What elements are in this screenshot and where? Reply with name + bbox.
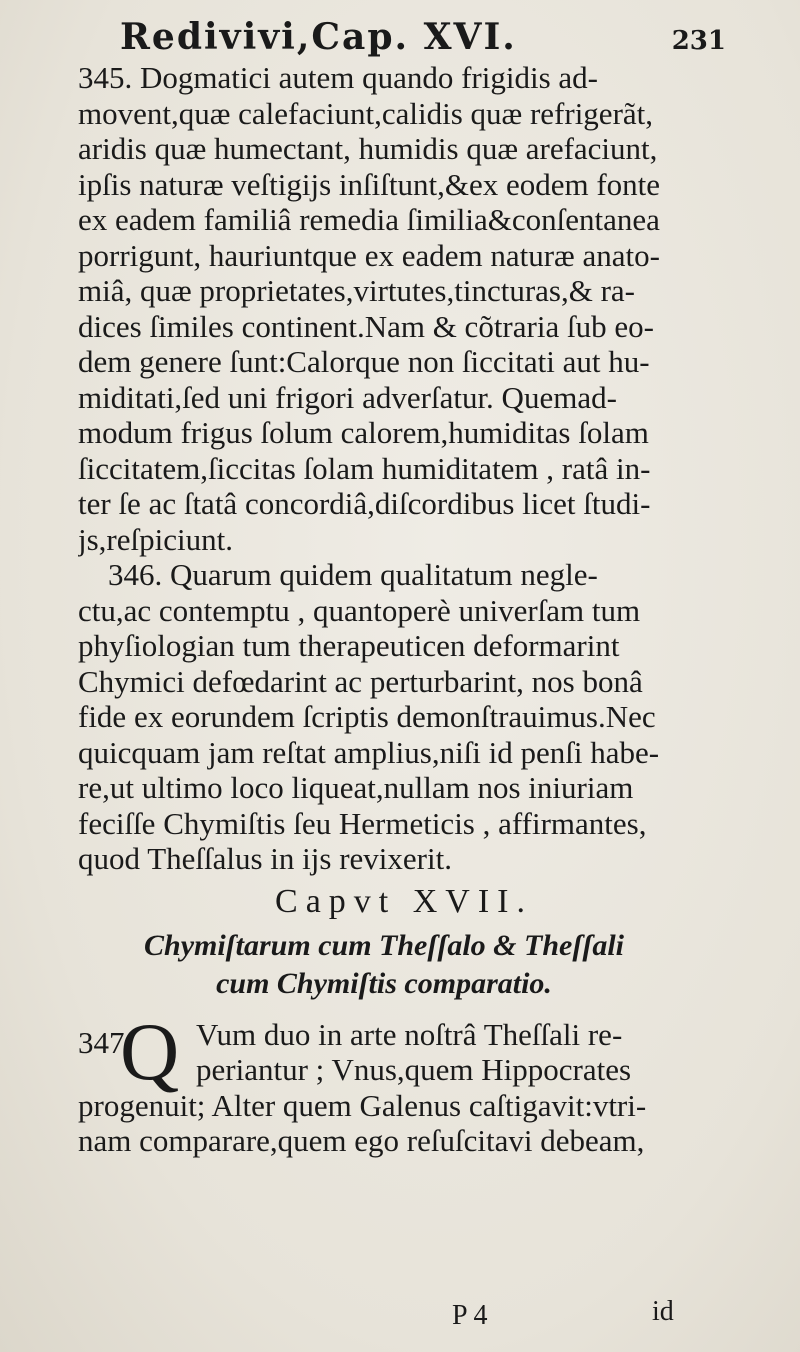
paragraph-345 <box>78 60 690 557</box>
text-line: porrigunt, hauriuntque ex eadem naturæ anato- <box>78 237 660 273</box>
text-line: Vum duo in arte noſtrâ Theſſali re- <box>196 1016 623 1052</box>
text-line: ſiccitatem,ſiccitas ſolam humiditatem , ratâ in- <box>78 450 651 486</box>
text-line: miâ, quæ proprietates,virtutes,tincturas,& ra- <box>78 273 635 308</box>
text-line: ipſis naturæ veſtigijs inſiſtunt,&ex eodem fonte <box>78 166 661 202</box>
text-line: fide ex eorundem ſcriptis demonſtrauimus.Nec <box>78 699 656 734</box>
text-line: dices ſimiles continent.Nam & cõtraria ſub eo- <box>78 308 654 344</box>
chapter-subtitle-line-2: cum Chymiſtis comparatio. <box>216 966 552 1000</box>
text-line: re,ut ultimo loco liqueat,nullam nos iniuriam <box>78 770 634 805</box>
signature-mark: P 4 <box>452 1300 488 1331</box>
paragraph-number: 347. <box>78 1024 133 1060</box>
dropcap-line-2 <box>78 1052 690 1088</box>
chapter-subtitle-line-1: Chymiſtarum cum Theſſalo & Theſſali <box>144 928 624 962</box>
drop-capital: Q <box>120 1005 180 1097</box>
text-line: progenuit; Alter quem Galenus caſtigavit:vtri- <box>78 1087 647 1123</box>
running-head <box>120 4 740 60</box>
catchword: id <box>652 1296 674 1327</box>
text-line: feciſſe Chymiſtis ſeu Hermeticis , affirmantes, <box>78 805 647 841</box>
text-line: movent,quæ calefaciunt,calidis quæ refrigerãt, <box>78 95 654 131</box>
running-title: Redivivi,Cap. XVI. <box>120 16 517 58</box>
text-line: quod Theſſalus in ijs revixerit. <box>78 841 452 876</box>
text-line: dem genere ſunt:Calorque non ſiccitati aut hu- <box>78 344 650 379</box>
text-line: aridis quæ humectant, humidis quæ arefaciunt, <box>78 131 658 166</box>
text-line: js,reſpiciunt. <box>78 521 233 557</box>
text-line: nam comparare,quem ego reſuſcitavi debeam, <box>78 1123 645 1158</box>
text-block <box>78 60 690 1159</box>
paragraph-346 <box>78 557 690 877</box>
paragraph-347 <box>78 1005 690 1159</box>
text-line: 346. Quarum quidem qualitatum negle- <box>108 557 598 592</box>
text-line: quicquam jam reſtat amplius,niſi id penſi habe- <box>78 734 660 770</box>
text-line: periantur ; Vnus,quem Hippocrates <box>196 1052 632 1087</box>
text-line: modum frigus ſolum calorem,humiditas ſolam <box>78 415 649 450</box>
chapter-heading: Capvt XVII. <box>275 882 533 920</box>
page-number: 231 <box>671 26 726 56</box>
text-line: 345. Dogmatici autem quando frigidis ad- <box>78 60 598 95</box>
text-line: miditati,ſed uni frigori adverſatur. Quemad- <box>78 379 617 415</box>
text-line: phyſiologian tum therapeuticen deformarint <box>78 628 620 663</box>
text-line: ex eadem familiâ remedia ſimilia&conſentanea <box>78 202 660 237</box>
text-line: ctu,ac contemptu , quantoperè univerſam tum <box>78 592 641 628</box>
text-line: Chymici defœdarint ac perturbarint, nos bonâ <box>78 663 643 699</box>
text-line: ter ſe ac ſtatâ concordiâ,diſcordibus licet ſtudi- <box>78 486 651 521</box>
